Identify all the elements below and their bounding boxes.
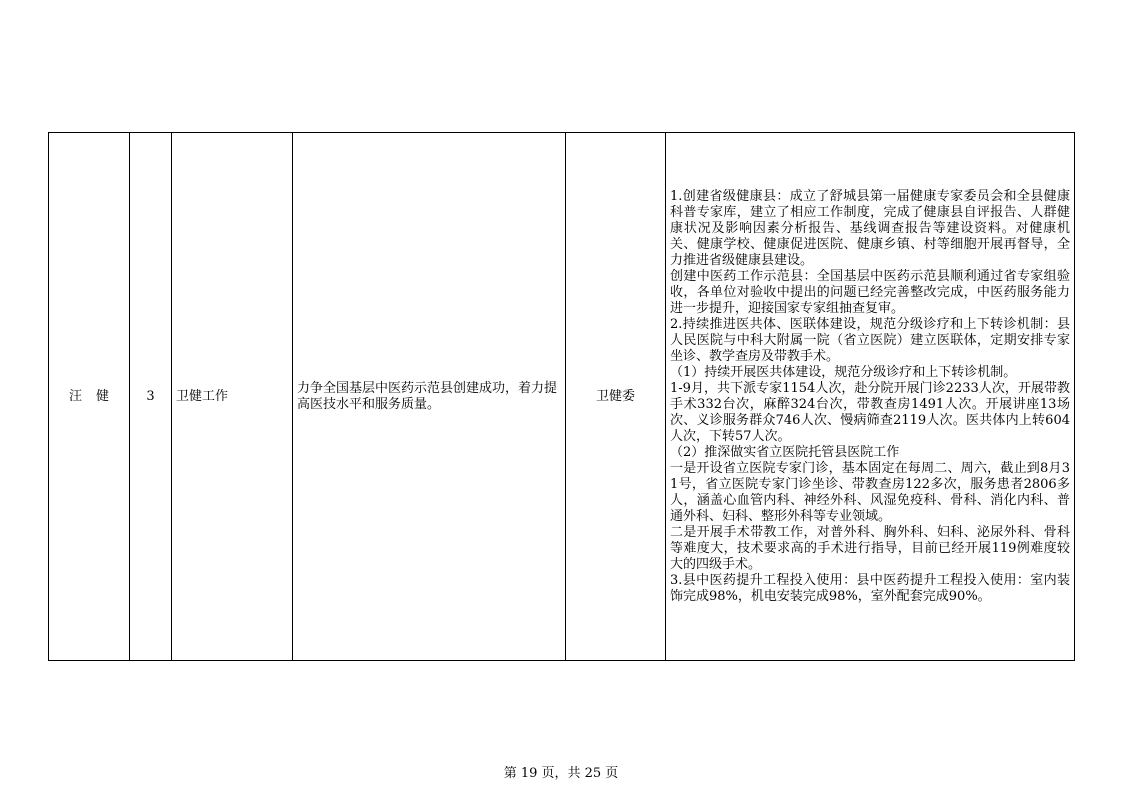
leader-name: 汪健: [68, 388, 123, 404]
progress-line: 1.创建省级健康县：成立了舒城县第一届健康专家委员会和全县健康科普专家库，建立了相应工作制度，完成了健康县自评报告、人群健康状况及影响因素分析报告、基线调查报告等建设资料。对健康机关、健康学校、健康促进医院、健康乡镇、村等细胞开展再督导，全力推进省级健康县建设。: [670, 188, 1070, 268]
goal-cell: 力争全国基层中医药示范县创建成功，着力提高医技水平和服务质量。: [293, 133, 566, 661]
table-row: [49, 133, 1075, 661]
progress-line: （1）持续开展医共体建设，规范分级诊疗和上下转诊机制。: [670, 364, 1017, 380]
progress-line: （2）推深做实省立医院托管县医院工作: [670, 444, 900, 460]
progress-line: 一是开设省立医院专家门诊，基本固定在每周二、周六，截止到8月31号，省立医院专家门诊坐诊、带教查房122多次，服务患者2806多人，涵盖心血管内科、神经外科、风湿免疫科、骨科、消化内科、普通外科、妇科、整形外科等专业领域。: [670, 460, 1070, 524]
department-cell: 卫健委: [566, 133, 666, 661]
progress-line: 1-9月，共下派专家1154人次，赴分院开展门诊2233人次，开展带教手术332台次，麻醉324台次，带教查房1491人次。开展讲座13场次、义诊服务群众746人次、慢病筛查2119人次。医共体内上转604人次，下转57人次。: [670, 380, 1070, 444]
number-cell: 3: [130, 133, 172, 661]
progress-line: 二是开展手术带教工作，对普外科、胸外科、妇科、泌尿外科、骨科等难度大，技术要求高的手术进行指导，目前已经开展119例难度较大的四级手术。: [670, 524, 1070, 572]
work-progress-table: [48, 132, 1075, 661]
leader-cell: [49, 133, 130, 661]
page-number-footer: 第 19 页，共 25 页: [503, 766, 619, 781]
category-cell: 卫健工作: [172, 133, 293, 661]
progress-cell: [666, 133, 1075, 661]
progress-line: 3.县中医药提升工程投入使用：县中医药提升工程投入使用：室内装饰完成98%，机电安装完成98%，室外配套完成90%。: [670, 572, 1070, 604]
progress-line: 创建中医药工作示范县：全国基层中医药示范县顺利通过省专家组验收，各单位对验收中提出的问题已经完善整改完成，中医药服务能力进一步提升，迎接国家专家组抽查复审。: [670, 268, 1070, 316]
progress-line: 2.持续推进医共体、医联体建设，规范分级诊疗和上下转诊机制：县人民医院与中科大附属一院（省立医院）建立医联体，定期安排专家坐诊、教学查房及带教手术。: [670, 316, 1070, 364]
